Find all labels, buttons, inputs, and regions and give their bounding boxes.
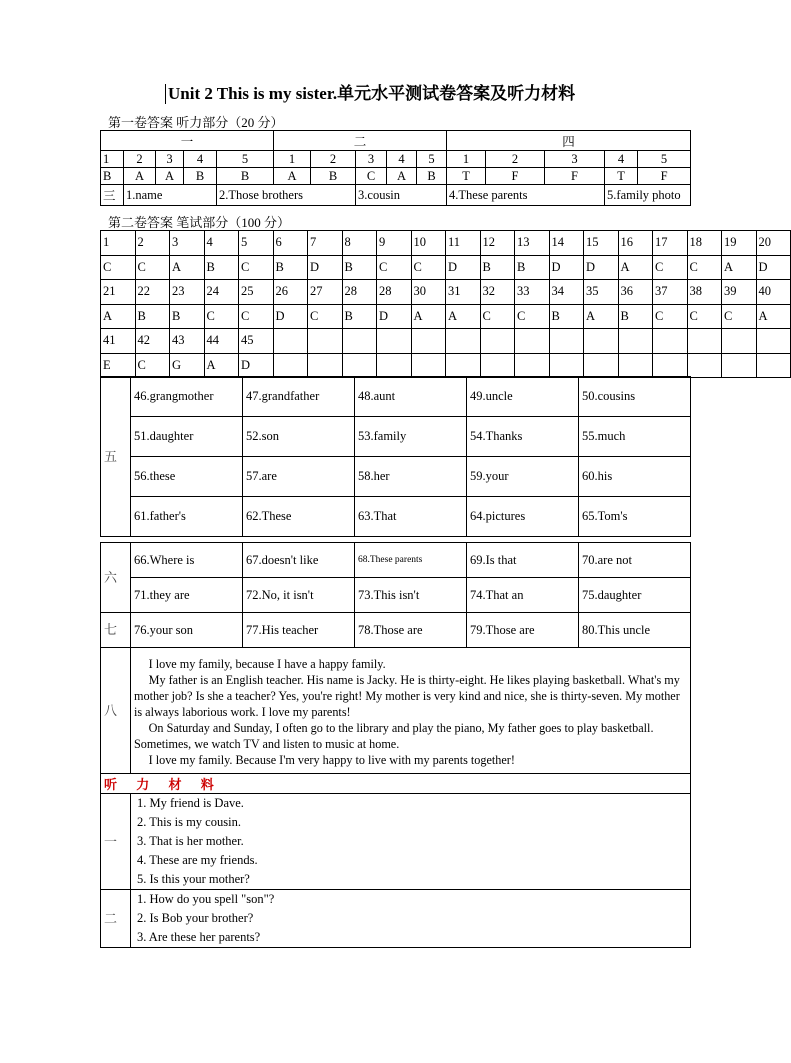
answer-cell: C bbox=[135, 255, 170, 280]
sec4-label: 四 bbox=[447, 131, 691, 151]
table-row bbox=[101, 578, 691, 613]
listening-list bbox=[131, 794, 691, 890]
num-cell: 5 bbox=[239, 231, 274, 256]
answer-cell: C bbox=[308, 304, 343, 329]
answer-cell: 5.family photo bbox=[605, 185, 691, 206]
answer-cell: 60.his bbox=[579, 457, 691, 497]
table-row bbox=[101, 231, 791, 256]
num-cell: 5 bbox=[217, 151, 274, 168]
num-cell: 33 bbox=[515, 280, 550, 305]
listening-header: 听 力 材 料 bbox=[101, 774, 691, 794]
answer-cell: C bbox=[239, 304, 274, 329]
num-cell: 1 bbox=[101, 231, 136, 256]
num-cell: 9 bbox=[377, 231, 412, 256]
answer-cell: A bbox=[446, 304, 481, 329]
answer-cell: C bbox=[377, 255, 412, 280]
num-cell: 38 bbox=[687, 280, 722, 305]
answer-cell: B bbox=[342, 304, 377, 329]
num-cell: 24 bbox=[204, 280, 239, 305]
num-cell: 36 bbox=[618, 280, 653, 305]
empty-cell bbox=[308, 353, 343, 378]
num-cell: 45 bbox=[239, 329, 274, 354]
answer-cell: 4.These parents bbox=[447, 185, 605, 206]
answer-cell: D bbox=[239, 353, 274, 378]
table-row bbox=[101, 543, 691, 578]
answer-cell: D bbox=[584, 255, 619, 280]
answer-cell: 75.daughter bbox=[579, 578, 691, 613]
part2-table bbox=[100, 230, 791, 378]
answer-cell: 3.cousin bbox=[356, 185, 447, 206]
answer-cell: C bbox=[722, 304, 757, 329]
empty-cell bbox=[273, 329, 308, 354]
answer-cell: A bbox=[722, 255, 757, 280]
empty-cell bbox=[618, 329, 653, 354]
empty-cell bbox=[377, 353, 412, 378]
answer-cell: A bbox=[204, 353, 239, 378]
num-cell: 37 bbox=[653, 280, 688, 305]
list-item: 2. Is Bob your brother? bbox=[137, 911, 254, 925]
empty-cell bbox=[480, 353, 515, 378]
answer-cell: D bbox=[308, 255, 343, 280]
answer-cell: C bbox=[687, 304, 722, 329]
answer-cell: 77.His teacher bbox=[243, 613, 355, 648]
answer-cell: 58.her bbox=[355, 457, 467, 497]
num-cell: 20 bbox=[756, 231, 791, 256]
num-cell: 2 bbox=[135, 231, 170, 256]
answer-cell: C bbox=[135, 353, 170, 378]
answer-cell: 78.Those are bbox=[355, 613, 467, 648]
section-label: 六 bbox=[104, 569, 118, 585]
answer-cell: B bbox=[549, 304, 584, 329]
sec3-label: 三 bbox=[101, 185, 124, 206]
num-cell: 18 bbox=[687, 231, 722, 256]
list-item: 1. How do you spell "son"? bbox=[137, 892, 275, 906]
essay-paragraph: I love my family, because I have a happy family. bbox=[148, 656, 386, 671]
table-row bbox=[101, 304, 791, 329]
answer-cell: C bbox=[515, 304, 550, 329]
answer-cell: C bbox=[653, 304, 688, 329]
essay-paragraph: My father is an English teacher. His name is Jacky. He is thirty-eight. He likes playing basketball. What's my mother job? Is she a teacher? Yes, you're right! My mother is very kind and nice, she is thirty-seven. My mother is always laborious work. I love my parents! bbox=[134, 672, 680, 719]
answer-cell: 1.name bbox=[124, 185, 217, 206]
num-cell: 2 bbox=[486, 151, 545, 168]
empty-cell bbox=[722, 353, 757, 378]
answer-cell: 55.much bbox=[579, 417, 691, 457]
empty-cell bbox=[411, 353, 446, 378]
answer-cell: B bbox=[311, 168, 356, 185]
num-cell: 4 bbox=[184, 151, 217, 168]
answer-cell: 54.Thanks bbox=[467, 417, 579, 457]
answer-cell: B bbox=[417, 168, 447, 185]
num-cell: 3 bbox=[356, 151, 387, 168]
empty-cell bbox=[584, 329, 619, 354]
num-cell: 35 bbox=[584, 280, 619, 305]
section-label: 一 bbox=[104, 833, 118, 849]
empty-cell bbox=[687, 353, 722, 378]
num-cell: 3 bbox=[545, 151, 605, 168]
listening-sec2-label-cell bbox=[101, 890, 131, 948]
answer-cell: 50.cousins bbox=[579, 377, 691, 417]
answer-cell: C bbox=[411, 255, 446, 280]
answer-cell: A bbox=[756, 304, 791, 329]
answer-cell: 80.This uncle bbox=[579, 613, 691, 648]
answer-cell: 53.family bbox=[355, 417, 467, 457]
num-cell: 1 bbox=[274, 151, 311, 168]
listening-row bbox=[101, 890, 691, 948]
num-cell: 43 bbox=[170, 329, 205, 354]
listening-row bbox=[101, 794, 691, 890]
num-cell: 17 bbox=[653, 231, 688, 256]
answer-cell: 52.son bbox=[243, 417, 355, 457]
num-cell: 8 bbox=[342, 231, 377, 256]
num-cell: 3 bbox=[170, 231, 205, 256]
list-item: 3. That is her mother. bbox=[137, 834, 244, 848]
listening-header-row bbox=[101, 774, 691, 794]
num-cell: 22 bbox=[135, 280, 170, 305]
answer-cell: F bbox=[545, 168, 605, 185]
table-row bbox=[101, 417, 691, 457]
num-cell: 39 bbox=[722, 280, 757, 305]
empty-cell bbox=[446, 329, 481, 354]
num-cell: 40 bbox=[756, 280, 791, 305]
answer-cell: B bbox=[273, 255, 308, 280]
num-cell: 12 bbox=[480, 231, 515, 256]
num-cell: 30 bbox=[411, 280, 446, 305]
answer-cell: A bbox=[274, 168, 311, 185]
empty-cell bbox=[515, 353, 550, 378]
num-cell: 4 bbox=[204, 231, 239, 256]
answer-cell: 46.grangmother bbox=[131, 377, 243, 417]
num-cell: 2 bbox=[124, 151, 156, 168]
answer-cell: 69.Is that bbox=[467, 543, 579, 578]
answer-cell: D bbox=[273, 304, 308, 329]
sec2-label: 二 bbox=[274, 131, 447, 151]
table-row bbox=[101, 280, 791, 305]
part2-heading: 第二卷答案 笔试部分（100 分） bbox=[108, 215, 291, 230]
num-cell: 5 bbox=[417, 151, 447, 168]
essay-row bbox=[101, 648, 691, 774]
table-row bbox=[101, 329, 791, 354]
listening-list bbox=[131, 890, 691, 948]
essay-paragraph: On Saturday and Sunday, I often go to the library and play the piano, My father goes to play basketball. Sometimes, we watch TV and listen to music at home. bbox=[134, 720, 654, 751]
answer-cell: 2.Those brothers bbox=[217, 185, 356, 206]
section-label: 七 bbox=[104, 622, 118, 637]
empty-cell bbox=[377, 329, 412, 354]
answer-cell: C bbox=[653, 255, 688, 280]
empty-cell bbox=[446, 353, 481, 378]
answer-cell: F bbox=[638, 168, 691, 185]
fill-table bbox=[100, 376, 691, 948]
answer-cell: B bbox=[135, 304, 170, 329]
table-row bbox=[101, 613, 691, 648]
num-cell: 6 bbox=[273, 231, 308, 256]
answer-cell: B bbox=[204, 255, 239, 280]
num-cell: 16 bbox=[618, 231, 653, 256]
answer-cell: B bbox=[217, 168, 274, 185]
section-label: 八 bbox=[104, 702, 118, 718]
list-item: 5. Is this your mother? bbox=[137, 872, 250, 886]
empty-cell bbox=[342, 329, 377, 354]
answer-cell: 63.That bbox=[355, 497, 467, 537]
answer-cell: D bbox=[549, 255, 584, 280]
num-cell: 42 bbox=[135, 329, 170, 354]
answer-cell: A bbox=[584, 304, 619, 329]
answer-cell: 68.These parents bbox=[355, 543, 467, 578]
answer-cell: 51.daughter bbox=[131, 417, 243, 457]
answer-cell: B bbox=[480, 255, 515, 280]
essay-paragraph: I love my family. Because I'm very happy to live with my parents together! bbox=[148, 752, 515, 767]
sec6-label-cell bbox=[101, 543, 131, 613]
answer-cell: 70.are not bbox=[579, 543, 691, 578]
answer-cell: B bbox=[342, 255, 377, 280]
answer-cell: 62.These bbox=[243, 497, 355, 537]
answer-cell: C bbox=[356, 168, 387, 185]
sec3-row bbox=[101, 185, 691, 206]
empty-cell bbox=[618, 353, 653, 378]
num-cell: 15 bbox=[584, 231, 619, 256]
num-cell: 28 bbox=[377, 280, 412, 305]
essay-cell bbox=[131, 648, 691, 774]
table-row bbox=[101, 457, 691, 497]
table-row bbox=[101, 497, 691, 537]
answer-cell: 73.This isn't bbox=[355, 578, 467, 613]
answer-cell: A bbox=[170, 255, 205, 280]
answer-cell: D bbox=[446, 255, 481, 280]
answer-cell: T bbox=[447, 168, 486, 185]
table-row bbox=[101, 353, 791, 378]
section-label: 二 bbox=[104, 910, 118, 926]
num-cell: 23 bbox=[170, 280, 205, 305]
answer-cell: D bbox=[756, 255, 791, 280]
answer-cell: 76.your son bbox=[131, 613, 243, 648]
empty-cell bbox=[687, 329, 722, 354]
answer-cell: A bbox=[101, 304, 136, 329]
answer-cell: C bbox=[480, 304, 515, 329]
answer-cell: 72.No, it isn't bbox=[243, 578, 355, 613]
answer-cell: 57.are bbox=[243, 457, 355, 497]
table-row bbox=[101, 377, 691, 417]
num-cell: 2 bbox=[311, 151, 356, 168]
answer-cell: C bbox=[239, 255, 274, 280]
sec8-label-cell bbox=[101, 648, 131, 774]
sec5-label-cell bbox=[101, 377, 131, 537]
num-cell: 7 bbox=[308, 231, 343, 256]
answer-cell: B bbox=[170, 304, 205, 329]
num-cell: 1 bbox=[101, 151, 124, 168]
empty-cell bbox=[411, 329, 446, 354]
num-cell: 31 bbox=[446, 280, 481, 305]
answer-cell: B bbox=[101, 168, 124, 185]
empty-cell bbox=[756, 329, 791, 354]
answer-cell: 59.your bbox=[467, 457, 579, 497]
answer-cell: B bbox=[618, 304, 653, 329]
empty-cell bbox=[342, 353, 377, 378]
answer-cell: 79.Those are bbox=[467, 613, 579, 648]
num-cell: 4 bbox=[387, 151, 417, 168]
empty-cell bbox=[653, 329, 688, 354]
num-cell: 34 bbox=[549, 280, 584, 305]
answer-cell: A bbox=[411, 304, 446, 329]
answer-cell: 47.grandfather bbox=[243, 377, 355, 417]
num-cell: 32 bbox=[480, 280, 515, 305]
answer-cell: 67.doesn't like bbox=[243, 543, 355, 578]
answer-cell: C bbox=[204, 304, 239, 329]
answer-cell: 66.Where is bbox=[131, 543, 243, 578]
listening-sec1-label-cell bbox=[101, 794, 131, 890]
answer-cell: 48.aunt bbox=[355, 377, 467, 417]
num-cell: 19 bbox=[722, 231, 757, 256]
empty-cell bbox=[549, 353, 584, 378]
num-cell: 5 bbox=[638, 151, 691, 168]
table-row bbox=[101, 151, 691, 168]
table-row bbox=[101, 255, 791, 280]
answer-cell: 65.Tom's bbox=[579, 497, 691, 537]
num-cell: 3 bbox=[156, 151, 184, 168]
empty-cell bbox=[653, 353, 688, 378]
answer-cell: 49.uncle bbox=[467, 377, 579, 417]
num-cell: 10 bbox=[411, 231, 446, 256]
answer-cell: B bbox=[515, 255, 550, 280]
num-cell: 41 bbox=[101, 329, 136, 354]
num-cell: 44 bbox=[204, 329, 239, 354]
sec7-label-cell bbox=[101, 613, 131, 648]
answer-cell: 64.pictures bbox=[467, 497, 579, 537]
answer-cell: T bbox=[605, 168, 638, 185]
empty-cell bbox=[756, 353, 791, 378]
table-row bbox=[101, 168, 691, 185]
answer-cell: F bbox=[486, 168, 545, 185]
empty-cell bbox=[308, 329, 343, 354]
answer-cell: A bbox=[156, 168, 184, 185]
empty-cell bbox=[722, 329, 757, 354]
part1-heading: 第一卷答案 听力部分（20 分） bbox=[108, 115, 284, 130]
empty-cell bbox=[584, 353, 619, 378]
num-cell: 26 bbox=[273, 280, 308, 305]
list-item: 3. Are these her parents? bbox=[137, 930, 261, 944]
answer-cell: B bbox=[184, 168, 217, 185]
sec1-label: 一 bbox=[101, 131, 274, 151]
answer-cell: E bbox=[101, 353, 136, 378]
answer-cell: C bbox=[687, 255, 722, 280]
section-label: 五 bbox=[104, 448, 118, 464]
answer-cell: 74.That an bbox=[467, 578, 579, 613]
num-cell: 21 bbox=[101, 280, 136, 305]
part1-table bbox=[100, 130, 691, 206]
num-cell: 1 bbox=[447, 151, 486, 168]
answer-cell: A bbox=[387, 168, 417, 185]
num-cell: 27 bbox=[308, 280, 343, 305]
empty-cell bbox=[515, 329, 550, 354]
answer-cell: D bbox=[377, 304, 412, 329]
answer-cell: C bbox=[101, 255, 136, 280]
num-cell: 4 bbox=[605, 151, 638, 168]
answer-cell: A bbox=[618, 255, 653, 280]
answer-cell: 56.these bbox=[131, 457, 243, 497]
num-cell: 11 bbox=[446, 231, 481, 256]
page-title: Unit 2 This is my sister.单元水平测试卷答案及听力材料 bbox=[165, 84, 575, 104]
num-cell: 25 bbox=[239, 280, 274, 305]
list-item: 2. This is my cousin. bbox=[137, 815, 241, 829]
num-cell: 28 bbox=[342, 280, 377, 305]
answer-cell: 61.father's bbox=[131, 497, 243, 537]
num-cell: 14 bbox=[549, 231, 584, 256]
num-cell: 13 bbox=[515, 231, 550, 256]
answer-cell: A bbox=[124, 168, 156, 185]
empty-cell bbox=[480, 329, 515, 354]
answer-cell: G bbox=[170, 353, 205, 378]
answer-cell: 71.they are bbox=[131, 578, 243, 613]
list-item: 1. My friend is Dave. bbox=[137, 796, 244, 810]
empty-cell bbox=[273, 353, 308, 378]
empty-cell bbox=[549, 329, 584, 354]
list-item: 4. These are my friends. bbox=[137, 853, 258, 867]
